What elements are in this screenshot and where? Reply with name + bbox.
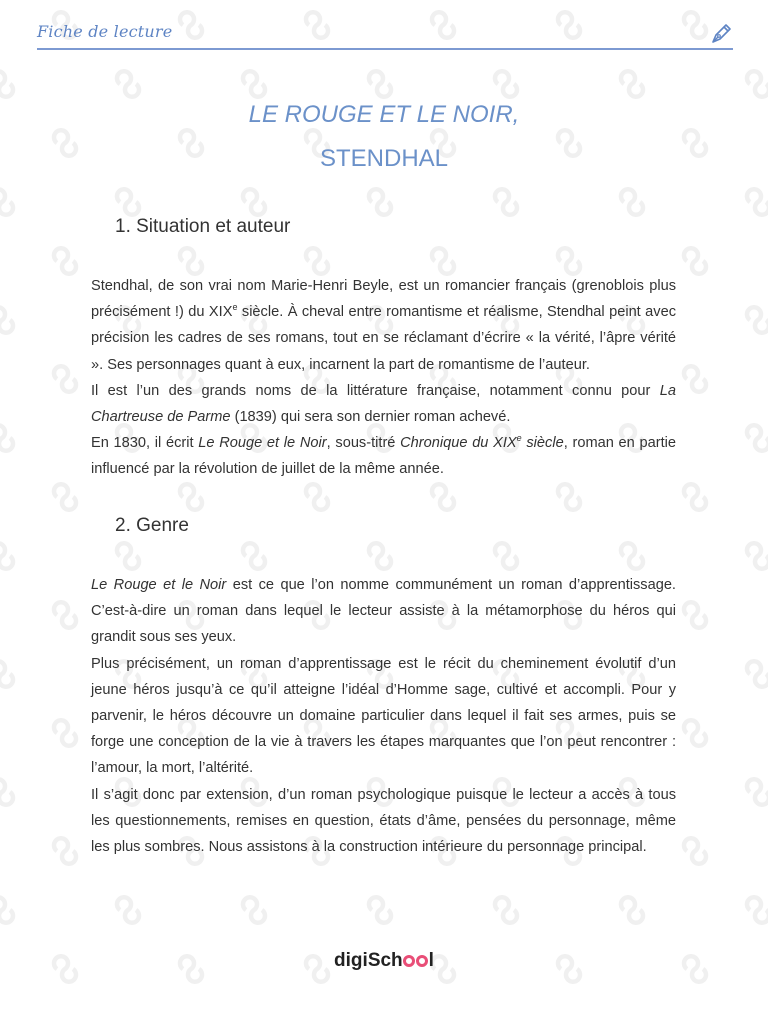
infinity-icon xyxy=(747,425,768,450)
infinity-icon xyxy=(621,543,643,568)
infinity-icon xyxy=(0,71,13,96)
infinity-icon xyxy=(684,720,706,745)
infinity-icon xyxy=(684,602,706,627)
infinity-icon xyxy=(558,484,580,509)
infinity-icon xyxy=(747,661,768,686)
infinity-icon xyxy=(495,189,517,214)
infinity-icon xyxy=(117,189,139,214)
header-title: Fiche de lecture xyxy=(37,22,173,41)
infinity-icon xyxy=(747,897,768,922)
paragraph: Stendhal, de son vrai nom Marie-Henri Beyle, est un romancier français (grenoblois plus précisément !) du XIXe siècle. À cheval entre romantisme et réalisme, Stendhal peint avec précision les cadres de ses romans, tout en se réclamant d’écrire « la vérité, l’âpre vérité ». Ses personnages quant à eux, incarnent la part de romantisme de l’auteur. xyxy=(91,278,676,373)
infinity-icon xyxy=(180,248,202,273)
book-author: STENDHAL xyxy=(319,145,449,172)
infinity-icon xyxy=(684,838,706,863)
infinity-icon xyxy=(495,71,517,96)
infinity-icon xyxy=(432,248,454,273)
infinity-icon xyxy=(54,248,76,273)
infinity-icon xyxy=(369,543,391,568)
digischool-logo: digiSch l xyxy=(334,950,434,971)
book-title: LE ROUGE ET LE NOIR, xyxy=(248,101,520,128)
infinity-icon xyxy=(0,779,13,804)
infinity-icon xyxy=(243,71,265,96)
infinity-icon xyxy=(180,484,202,509)
header-divider xyxy=(37,48,733,50)
infinity-icon xyxy=(684,484,706,509)
infinity-icon xyxy=(243,897,265,922)
infinity-icon xyxy=(0,425,13,450)
infinity-icon xyxy=(54,484,76,509)
infinity-icon xyxy=(558,248,580,273)
paragraph: Il est l’un des grands noms de la littérature française, notamment connu pour La Chartreuse de Parme (1839) qui sera son dernier roman achevé. xyxy=(91,382,676,426)
infinity-icon xyxy=(243,189,265,214)
infinity-icon xyxy=(621,897,643,922)
infinity-icon xyxy=(747,71,768,96)
infinity-icon xyxy=(0,543,13,568)
infinity-icon xyxy=(306,248,328,273)
infinity-icon xyxy=(369,897,391,922)
section-heading-genre: 2. Genre xyxy=(115,515,189,536)
infinity-icon xyxy=(432,484,454,509)
infinity-icon xyxy=(369,189,391,214)
infinity-icon xyxy=(54,602,76,627)
paragraph: Il s’agit donc par extension, d’un roman psychologique puisque le lecteur a accès à tous les questionnements, remises en question, états d’âme, pensées du personnage, même les plus sombres. Nous assistons à la construction intérieure du personnage principal. xyxy=(91,786,676,856)
infinity-icon xyxy=(0,661,13,686)
infinity-icon xyxy=(747,189,768,214)
infinity-icon xyxy=(54,838,76,863)
infinity-icon xyxy=(243,543,265,568)
infinity-icon xyxy=(621,189,643,214)
logo-dot-icon xyxy=(416,955,428,967)
infinity-icon xyxy=(117,543,139,568)
infinity-icon xyxy=(747,307,768,332)
infinity-icon xyxy=(54,366,76,391)
infinity-icon xyxy=(495,543,517,568)
infinity-icon xyxy=(0,189,13,214)
paragraph: En 1830, il écrit Le Rouge et le Noir, sous-titré Chronique du XIXe siècle, roman en partie influencé par la révolution de juillet de la même année. xyxy=(91,433,676,478)
infinity-icon xyxy=(54,720,76,745)
infinity-icon xyxy=(0,897,13,922)
infinity-icon xyxy=(0,307,13,332)
section-body-genre xyxy=(91,572,676,860)
infinity-icon xyxy=(117,897,139,922)
infinity-icon xyxy=(117,71,139,96)
infinity-icon xyxy=(747,779,768,804)
logo-dot-icon xyxy=(403,955,415,967)
paragraph: Plus précisément, un roman d’apprentissage est le récit du cheminement évolutif d’un jeune héros jusqu’à ce qu’il atteigne l’idéal d’Homme sage, cultivé et accompli. Pour y parvenir, le héros découvre un domaine particulier dans lequel il fait ses armes, puis se forge une conception de la vie à travers les étapes marquantes que l’on peut rencontrer : l’amour, la mort, l’altérité. xyxy=(91,655,676,777)
infinity-icon xyxy=(306,484,328,509)
page-header xyxy=(37,18,733,50)
infinity-icon xyxy=(684,248,706,273)
section-heading-situation: 1. Situation et auteur xyxy=(115,216,291,237)
infinity-icon xyxy=(621,71,643,96)
fountain-pen-icon xyxy=(709,22,733,46)
infinity-icon xyxy=(747,543,768,568)
infinity-icon xyxy=(495,897,517,922)
paragraph: Le Rouge et le Noir est ce que l’on nomme communément un roman d’apprentissage. C’est-à-dire un roman dans lequel le lecteur assiste à la métamorphose du héros qui grandit sous ses yeux. xyxy=(91,577,676,646)
section-body-situation xyxy=(91,273,676,483)
infinity-icon xyxy=(369,71,391,96)
infinity-icon xyxy=(684,366,706,391)
